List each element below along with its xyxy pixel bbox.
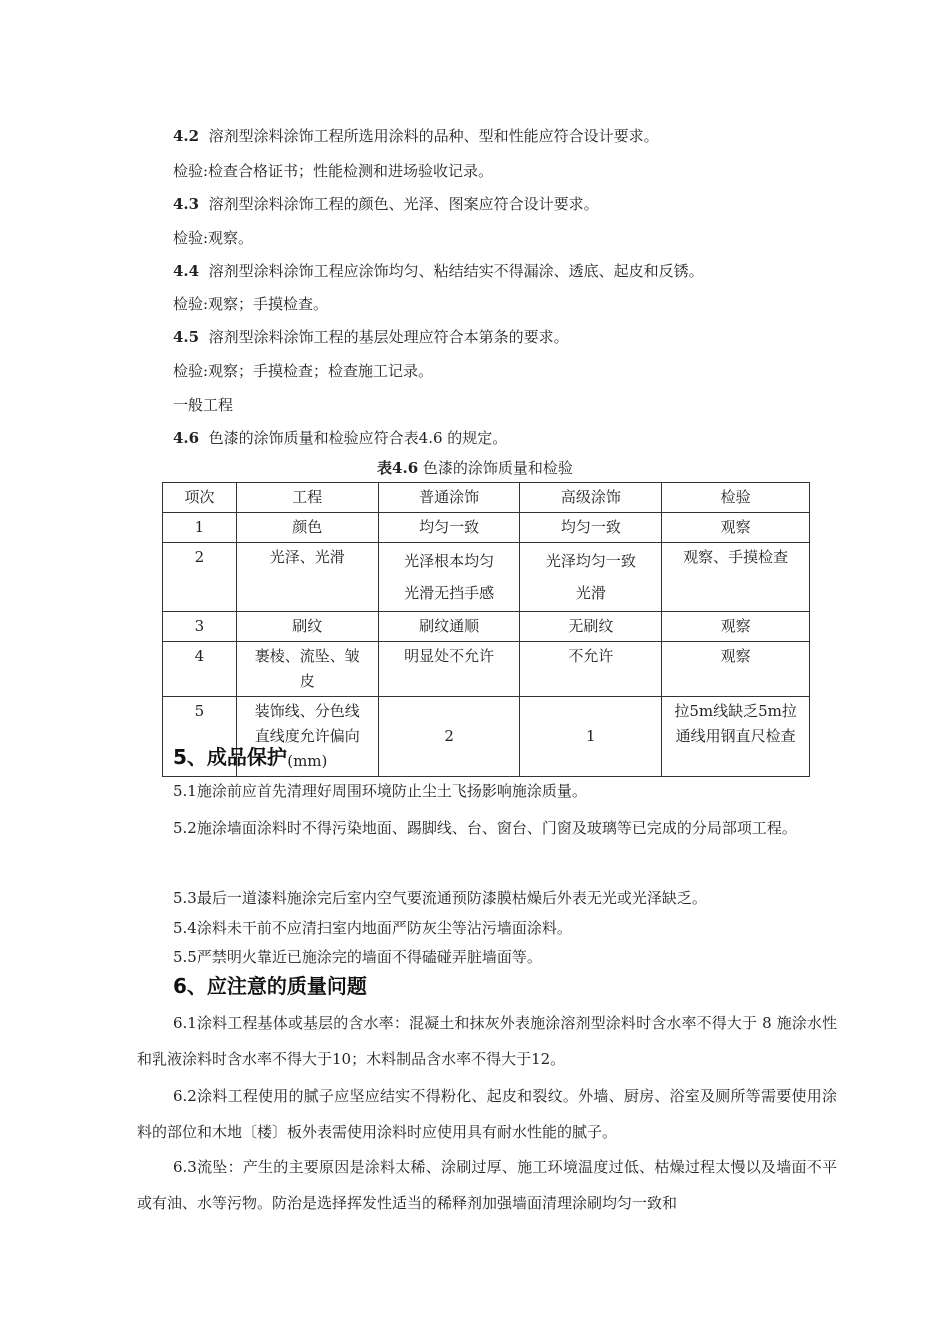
clause-text: 色漆的涂饰质量和检验应符合表4.6 的规定。 [208,429,508,447]
clause-text: 溶剂型涂料涂饰工程所选用涂料的品种、型和性能应符合设计要求。 [208,127,659,145]
table-cell: 观察 [662,612,810,642]
table-cell: 2 [378,697,520,777]
table-cell: 3 [163,612,237,642]
section-5-para: 5.4涂料未干前不应清扫室内地面严防灰尘等沾污墙面涂料。 [173,919,572,937]
table-cell: 1 [520,697,662,777]
table-row [163,642,810,697]
table-caption-number: 表4.6 [377,459,419,477]
table-cell: 拉5m线缺乏5m拉通线用钢直尺检查 [662,697,810,777]
header-cell: 高级涂饰 [520,483,662,513]
header-cell: 项次 [163,483,237,513]
section-6-para: 6.3流坠：产生的主要原因是涂料太稀、涂刷过厚、施工环境温度过低、枯燥过程太慢以及墙面不平或有油、水等污物。防治是选择挥发性适当的稀释剂加强墙面清理涂刷均匀一致和 [137,1158,837,1212]
table-cell: 4 [163,642,237,697]
table-cell: 观察、手摸检查 [662,543,810,612]
clause-number: 4.6 [173,429,200,447]
section-6-title: 6、应注意的质量问题 [173,974,367,998]
clause-4-5 [173,327,569,347]
table-cell: 观察 [662,513,810,543]
table-cell: 光泽、光滑 [236,543,378,612]
table-cell: 光泽根本均匀 光滑无挡手感 [378,543,520,612]
clause-text: 溶剂型涂料涂饰工程的颜色、光泽、图案应符合设计要求。 [208,195,599,213]
clause-text: 溶剂型涂料涂饰工程的基层处理应符合本第条的要求。 [208,328,569,346]
header-cell: 工程 [236,483,378,513]
clause-4-6 [173,428,507,448]
clause-number: 4.4 [173,262,200,280]
table-cell: 5 [163,697,237,777]
section-6-para: 6.2涂料工程使用的腻子应坚应结实不得粉化、起皮和裂纹。外墙、厨房、浴室及厕所等需要使用涂料的部位和木地〔楼〕板外表需使用涂料时应使用具有耐水性能的腻子。 [137,1087,837,1141]
table-cell: 明显处不允许 [378,642,520,697]
table-cell: 均匀一致 [520,513,662,543]
table-cell: 无刷纹 [520,612,662,642]
check-line: 检验:检查合格证书；性能检测和进场验收记录。 [173,162,494,180]
table-row [163,612,810,642]
table-cell: 刷纹 [236,612,378,642]
section-5-para: 5.3最后一道漆料施涂完后室内空气要流通预防漆膜枯燥后外表无光或光泽缺乏。 [173,889,707,907]
clause-number: 4.5 [173,328,200,346]
table-cell: 1 [163,513,237,543]
clause-number: 4.3 [173,195,200,213]
table-cell: 装饰线、分色线直线度允许偏向(mm) [236,697,378,777]
table-cell: 裹棱、流坠、皱皮 [236,642,378,697]
check-line: 检验:观察。 [173,229,254,247]
table-caption [0,458,950,478]
clause-4-2 [173,126,659,146]
table-row [163,543,810,612]
table-cell: 光泽均匀一致 光滑 [520,543,662,612]
clause-4-3 [173,194,599,214]
header-cell: 普通涂饰 [378,483,520,513]
general-heading: 一般工程 [173,396,234,414]
table-cell: 2 [163,543,237,612]
section-5-title: 5、成品保护 [173,745,287,769]
table-header-row [163,483,810,513]
table-row [163,513,810,543]
section-5-para: 5.2施涂墙面涂料时不得污染地面、踢脚线、台、窗台、门窗及玻璃等已完成的分局部项工程。 [173,819,797,837]
table-cell: 颜色 [236,513,378,543]
table-cell: 刷纹通顺 [378,612,520,642]
table-cell: 均匀一致 [378,513,520,543]
section-5-para: 5.5严禁明火靠近已施涂完的墙面不得磕碰弄脏墙面等。 [173,948,542,966]
quality-table [162,482,810,777]
clause-4-4 [173,261,704,281]
check-line: 检验:观察；手摸检查；检查施工记录。 [173,362,434,380]
clause-number: 4.2 [173,127,200,145]
table-cell: 不允许 [520,642,662,697]
table-cell: 观察 [662,642,810,697]
clause-text: 溶剂型涂料涂饰工程应涂饰均匀、粘结结实不得漏涂、透底、起皮和反锈。 [208,262,704,280]
table-caption-text: 色漆的涂饰质量和检验 [418,459,573,477]
header-cell: 检验 [662,483,810,513]
section-5-para: 5.1施涂前应首先清理好周围环境防止尘土飞扬影响施涂质量。 [173,782,587,800]
section-6-para: 6.1涂料工程基体或基层的含水率：混凝土和抹灰外表施涂溶剂型涂料时含水率不得大于 8 施涂水性和乳液涂料时含水率不得大于10；木料制品含水率不得大于12。 [137,1014,837,1068]
check-line: 检验:观察；手摸检查。 [173,295,329,313]
